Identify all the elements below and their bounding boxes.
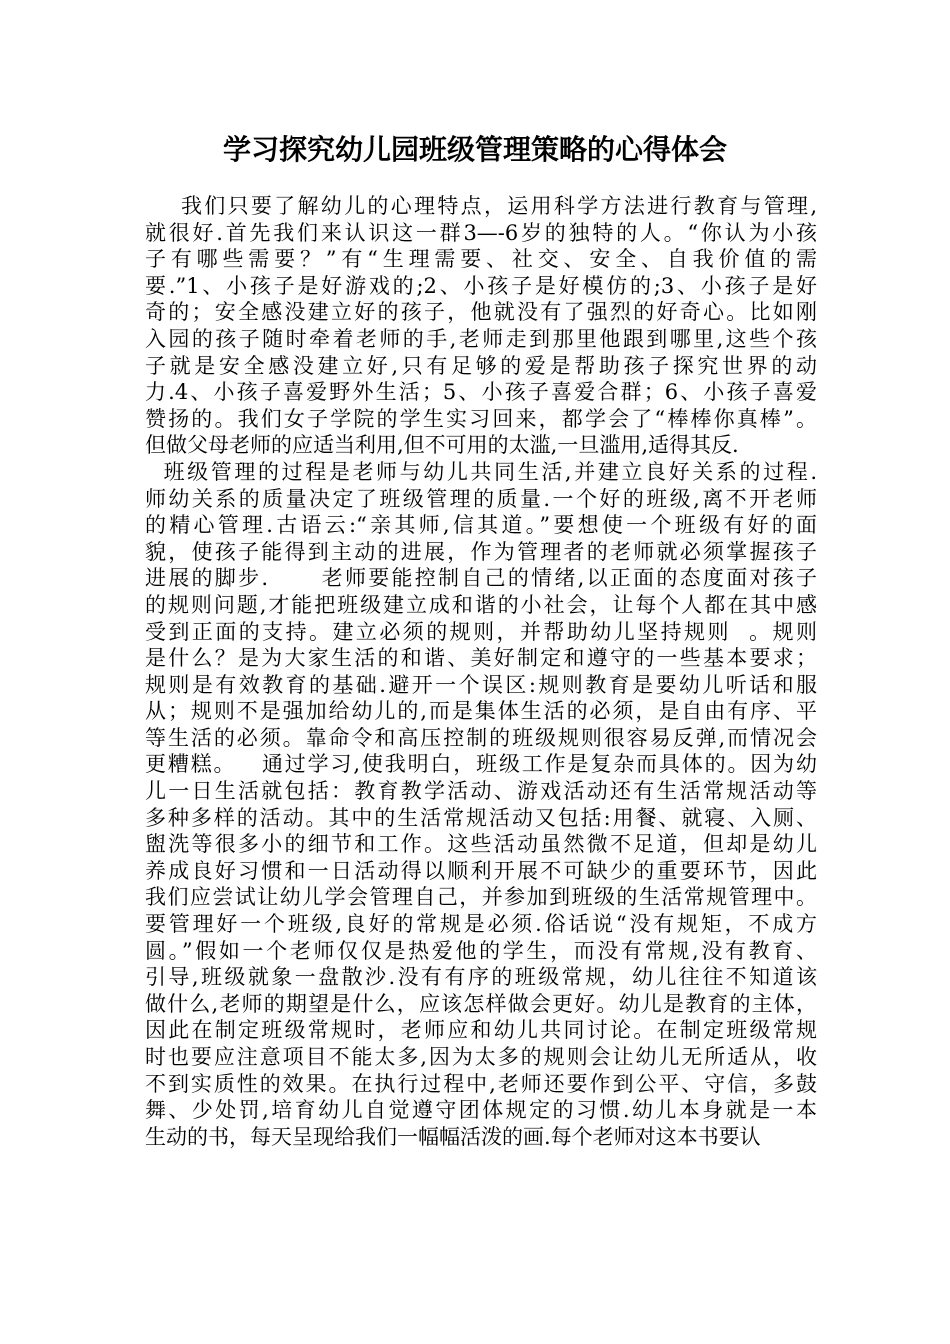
document-title: 学习探究幼儿园班级管理策略的心得体会: [222, 133, 727, 166]
body-line: 的精心管理.古语云:“亲其师,信其道。”要想使一个班级有好的面: [145, 513, 817, 538]
body-line: 班级管理的过程是老师与幼儿共同生活,并建立良好关系的过程.: [145, 459, 817, 484]
body-line: 不到实质性的效果。在执行过程中,老师还要作到公平、守信，多鼓: [145, 1071, 817, 1096]
body-line: 子有哪些需要？”有“生理需要、社交、安全、自我价值的需: [145, 247, 817, 272]
body-line: 要管理好一个班级,良好的常规是必须.俗话说“没有规矩，不成方: [145, 912, 817, 937]
body-line: 赞扬的。我们女子学院的学生实习回来，都学会了“棒棒你真棒”。: [145, 406, 817, 431]
body-line: 从；规则不是强加给幼儿的,而是集体生活的必须，是自由有序、平: [145, 699, 817, 724]
body-line: 进展的脚步. 老师要能控制自己的情绪,以正面的态度面对孩子: [145, 566, 817, 591]
body-line: 生动的书，每天呈现给我们一幅幅活泼的画.每个老师对这本书要认: [145, 1124, 761, 1149]
body-line: 引导,班级就象一盘散沙.没有有序的班级常规，幼儿往往不知道该: [145, 965, 817, 990]
body-line: 做什么,老师的期望是什么，应该怎样做会更好。幼儿是教育的主体，: [145, 991, 817, 1016]
body-line: 貌，使孩子能得到主动的进展，作为管理者的老师就必须掌握孩子: [145, 539, 817, 564]
body-line: 我们只要了解幼儿的心理特点，运用科学方法进行教育与管理,: [145, 194, 817, 218]
body-line: 但做父母老师的应适当利用,但不可用的太滥,一旦滥用,适得其反.: [145, 433, 739, 458]
body-line: 要.”1、小孩子是好游戏的;2、小孩子是好模仿的;3、小孩子是好: [145, 273, 817, 298]
body-line: 更糟糕。 通过学习,使我明白，班级工作是复杂而具体的。因为幼: [145, 752, 817, 777]
body-line: 的规则问题,才能把班级建立成和谐的小社会，让每个人都在其中感: [145, 592, 817, 617]
body-line: 时也要应注意项目不能太多,因为太多的规则会让幼儿无所适从，收: [145, 1045, 817, 1069]
body-line: 盥洗等很多小的细节和工作。这些活动虽然微不足道，但却是幼儿: [145, 832, 817, 857]
body-line: 养成良好习惯和一日活动得以顺利开展不可缺少的重要环节，因此: [145, 858, 817, 883]
body-line: 力.4、小孩子喜爱野外生活；5、小孩子喜爱合群；6、小孩子喜爱: [145, 380, 817, 405]
body-line: 等生活的必须。靠命令和高压控制的班级规则很容易反弹,而情况会: [145, 725, 817, 750]
body-line: 就很好.首先我们来认识这一群3—-6岁的独特的人。“你认为小孩: [145, 220, 817, 245]
body-line: 入园的孩子随时牵着老师的手,老师走到那里他跟到哪里,这些个孩: [145, 326, 817, 351]
body-line: 子就是安全感没建立好,只有足够的爱是帮助孩子探究世界的动: [145, 353, 817, 378]
body-line: 儿一日生活就包括：教育教学活动、游戏活动还有生活常规活动等: [145, 779, 817, 804]
body-line: 是什么？是为大家生活的和谐、美好制定和遵守的一些基本要求；: [145, 646, 817, 671]
body-line: 受到正面的支持。建立必须的规则，并帮助幼儿坚持规则 。规则: [145, 619, 817, 644]
body-line: 多种多样的活动。其中的生活常规活动又包括:用餐、就寝、入厕、: [145, 805, 817, 830]
body-line: 舞、少处罚,培育幼儿自觉遵守团体规定的习惯.幼儿本身就是一本: [145, 1098, 817, 1123]
document-body: [145, 193, 817, 1150]
body-line: 奇的；安全感没建立好的孩子，他就没有了强烈的好奇心。比如刚: [145, 300, 817, 325]
body-line: 师幼关系的质量决定了班级管理的质量.一个好的班级,离不开老师: [145, 486, 817, 511]
body-line: 我们应尝试让幼儿学会管理自己，并参加到班级的生活常规管理中。: [145, 885, 817, 910]
body-line: 圆。”假如一个老师仅仅是热爱他的学生，而没有常规,没有教育、: [145, 938, 817, 963]
body-line: 因此在制定班级常规时，老师应和幼儿共同讨论。在制定班级常规: [145, 1018, 817, 1043]
body-line: 规则是有效教育的基础.避开一个误区:规则教育是要幼儿听话和服: [145, 672, 817, 697]
